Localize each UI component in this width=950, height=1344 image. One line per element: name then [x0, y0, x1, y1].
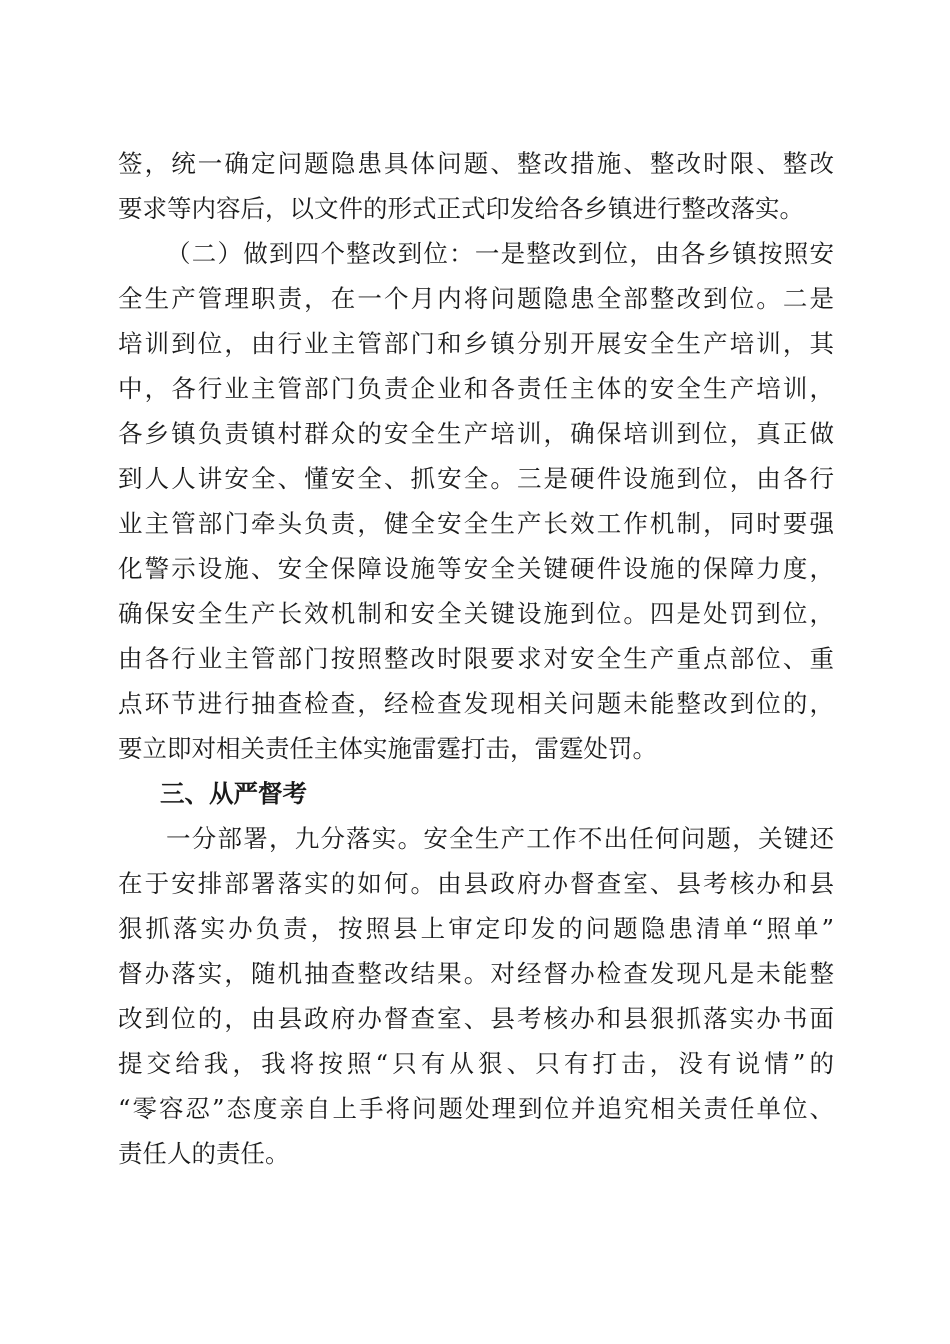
paragraph-line: 提交给我，我将按照“只有从狠、只有打击，没有说情”的	[118, 1049, 834, 1078]
paragraph-line: 业主管部门牵头负责，健全安全生产长效工作机制，同时要强	[118, 509, 834, 538]
paragraph-line: 各乡镇负责镇村群众的安全生产培训，确保培训到位，真正做	[118, 419, 834, 448]
paragraph-line: 签，统一确定问题隐患具体问题、整改措施、整改时限、整改	[118, 149, 834, 178]
paragraph-line: 在于安排部署落实的如何。由县政府办督查室、县考核办和县	[118, 869, 834, 898]
paragraph-line: 要求等内容后，以文件的形式正式印发给各乡镇进行整改落实。	[118, 194, 804, 223]
paragraph-line: 改到位的，由县政府办督查室、县考核办和县狠抓落实办书面	[118, 1004, 834, 1033]
paragraph-line: 点环节进行抽查检查，经检查发现相关问题未能整改到位的，	[118, 689, 834, 718]
paragraph-line: 督办落实，随机抽查整改结果。对经督办检查发现凡是未能整	[118, 959, 834, 988]
paragraph-line: “零容忍”态度亲自上手将问题处理到位并追究相关责任单位、	[118, 1094, 834, 1123]
paragraph-line: （二）做到四个整改到位：一是整改到位，由各乡镇按照安	[166, 239, 834, 268]
paragraph-line: 责任人的责任。	[118, 1139, 290, 1168]
paragraph-line: 中，各行业主管部门负责企业和各责任主体的安全生产培训，	[118, 374, 834, 403]
paragraph-line: 要立即对相关责任主体实施雷霆打击，雷霆处罚。	[118, 734, 657, 763]
paragraph-line: 化警示设施、安全保障设施等安全关键硬件设施的保障力度，	[118, 554, 834, 583]
paragraph-line: 到人人讲安全、懂安全、抓安全。三是硬件设施到位，由各行	[118, 464, 834, 493]
paragraph-line: 一分部署，九分落实。安全生产工作不出任何问题，关键还	[166, 824, 834, 853]
paragraph-line: 全生产管理职责，在一个月内将问题隐患全部整改到位。二是	[118, 284, 834, 313]
paragraph-line: 培训到位，由行业主管部门和乡镇分别开展安全生产培训，其	[118, 329, 834, 358]
paragraph-line: 确保安全生产长效机制和安全关键设施到位。四是处罚到位，	[118, 599, 834, 628]
paragraph-line: 由各行业主管部门按照整改时限要求对安全生产重点部位、重	[118, 644, 834, 673]
paragraph-line: 狠抓落实办负责，按照县上审定印发的问题隐患清单“照单”	[118, 914, 834, 943]
section-heading: 三、从严督考	[160, 779, 307, 808]
